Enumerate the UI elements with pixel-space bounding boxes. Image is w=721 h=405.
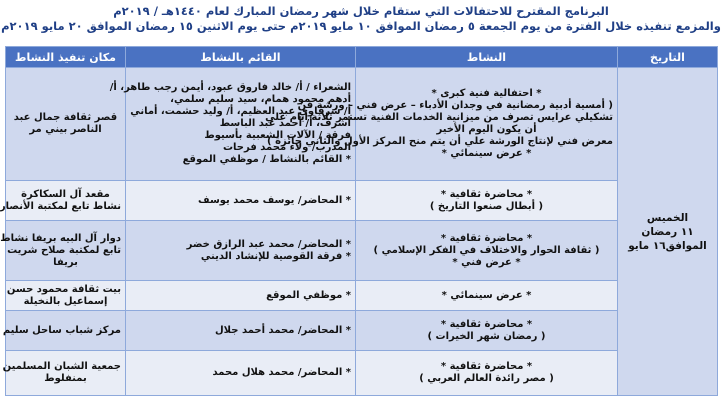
presenter-line: أشرف، أ/ أحمد عبد الباسط	[219, 118, 351, 129]
activity-line: معرض فني لإنتاج الورشة علي أن يتم منح المركز الأول والثاني جائزة )	[267, 136, 613, 147]
header-date: التاريخ	[618, 47, 718, 68]
presenter-cell	[126, 221, 356, 281]
place-line: جمعية الشبان المسلمين	[2, 361, 121, 372]
date-gregorian: الموافق١٦ مايو	[628, 239, 707, 252]
place-line: بريفا	[53, 256, 78, 268]
activity-cell	[356, 281, 618, 311]
activity-cell	[356, 181, 618, 221]
table-row	[6, 221, 718, 281]
place-line: إسماعيل بالنخيلة	[23, 295, 108, 307]
presenter-line: * المحاضر/ محمد عبد الرازق خضر	[186, 238, 351, 250]
presenter-cell	[126, 281, 356, 311]
presenter-line: المدرب/ ولاء محمد فرحات	[223, 142, 351, 153]
activity-line: تشكيلي عرايس تصرف من ميزانية الخدمات الفنية تستمر ثلاثة أيام علي	[265, 112, 613, 123]
page	[1, 0, 721, 405]
activity-line: * عرض فني *	[452, 256, 521, 268]
place-cell	[2, 311, 126, 351]
header-title-line-2: والمزمع تنفيذه خلال الفترة من يوم الجمعة ٥ رمضان الموافق ١٠ مايو ٢٠١٩م حتى يوم الاثنين ١٥ رمضان الموافق ٢٠ مايو ٢٠١٩م	[1, 19, 721, 33]
place-line: قصر ثقافة جمال عبد	[13, 112, 118, 123]
presenter-line: أ/ شرقاوي عبد العظيم، أ/ وليد حشمت، أماني	[130, 106, 351, 117]
presenter-line: * المحاضر/ محمد هلال محمد	[212, 367, 351, 378]
header-activity: النشاط	[356, 47, 618, 68]
program-table	[0, 46, 718, 396]
activity-line: * احتفالية فنية كبرى *	[431, 88, 542, 99]
activity-line: ( رمضان شهر الخيرات )	[427, 330, 546, 342]
activity-line: ( أمسية أدبية رمضانية في وجدان الأدباء – عرض فني – ورشة فن	[297, 100, 613, 111]
presenter-line: * موظفي الموقع	[266, 289, 351, 301]
place-cell	[0, 181, 126, 221]
presenter-cell	[126, 351, 356, 396]
activity-line: ( مصر رائدة العالم العربي )	[419, 373, 554, 384]
place-cell	[6, 68, 126, 181]
header-presenter: القائم بالنشاط	[126, 47, 356, 68]
activity-cell	[356, 351, 618, 396]
activity-line: ( ثقافة الحوار والاختلاف في الفكر الإسلامي )	[373, 244, 600, 256]
table-row	[6, 351, 718, 396]
presenter-line: فرقة / الآلات الشعبية بأسيوط	[204, 130, 351, 141]
place-line: بمنفلوط	[44, 373, 87, 384]
activity-line: * محاضرة ثقافية *	[440, 232, 533, 244]
activity-line: * عرض سينمائي *	[441, 289, 532, 301]
activity-line: * محاضرة ثقافية *	[440, 188, 533, 200]
table-row	[6, 311, 718, 351]
presenter-cell	[126, 181, 356, 221]
activity-line: * محاضرة ثقافية *	[440, 318, 533, 330]
presenter-line: * المحاضر/ يوسف محمد يوسف	[198, 194, 351, 206]
presenter-line: * المحاضر/ محمد أحمد جلال	[214, 324, 351, 336]
place-line: نشاط تابع لمكتبة الأنصار	[0, 200, 121, 212]
place-line: مركز شباب ساحل سليم	[2, 324, 121, 336]
activity-line: * محاضرة ثقافية *	[440, 361, 533, 372]
date-day: الخميس	[646, 211, 689, 224]
place-line: بيت ثقافة محمود حسن	[6, 283, 121, 295]
presenter-line: * القائم بالنشاط / موظفي الموقع	[182, 154, 351, 165]
table-row	[6, 68, 718, 181]
presenter-cell	[126, 311, 356, 351]
presenter-line: أدهم محمود همام، سيد سليم سلمي،	[170, 94, 351, 105]
presenter-line: * فرقة القوصية للإنشاد الديني	[200, 250, 351, 262]
place-line: مقعد آل السكاكرة	[21, 188, 110, 200]
place-cell	[0, 221, 126, 281]
header-place: مكان تنفيذ النشاط	[6, 47, 126, 68]
header-title-line-1: البرنامج المقترح للاحتفالات التي ستقام خلال شهر رمضان المبارك لعام ١٤٤٠هـ / ٢٠١٩م	[113, 4, 609, 18]
table-row	[6, 181, 718, 221]
date-hijri: ١١ رمضان	[641, 225, 694, 238]
table-header-row	[6, 47, 718, 68]
table-row	[6, 281, 718, 311]
presenter-cell	[109, 68, 356, 181]
date-cell	[618, 68, 718, 396]
activity-line: ( أبطال صنعوا التاريخ )	[429, 200, 544, 212]
place-line: الناصر بيني مر	[29, 124, 102, 135]
activity-cell	[356, 311, 618, 351]
activity-line: * عرض سينمائي *	[441, 148, 532, 159]
document-header	[1, 0, 721, 44]
presenter-line: الشعراء / أ/ خالد فاروق عبود، أيمن رجب طاهر، أ/	[109, 82, 351, 93]
place-line: تابع لمكتبة صلاح شريت	[7, 244, 121, 256]
place-cell	[6, 281, 126, 311]
activity-line: أن يكون اليوم الأخير	[436, 124, 537, 135]
place-line: دوار آل البيه بريفا نشاط	[0, 232, 121, 244]
activity-cell	[356, 221, 618, 281]
place-cell	[2, 351, 126, 396]
